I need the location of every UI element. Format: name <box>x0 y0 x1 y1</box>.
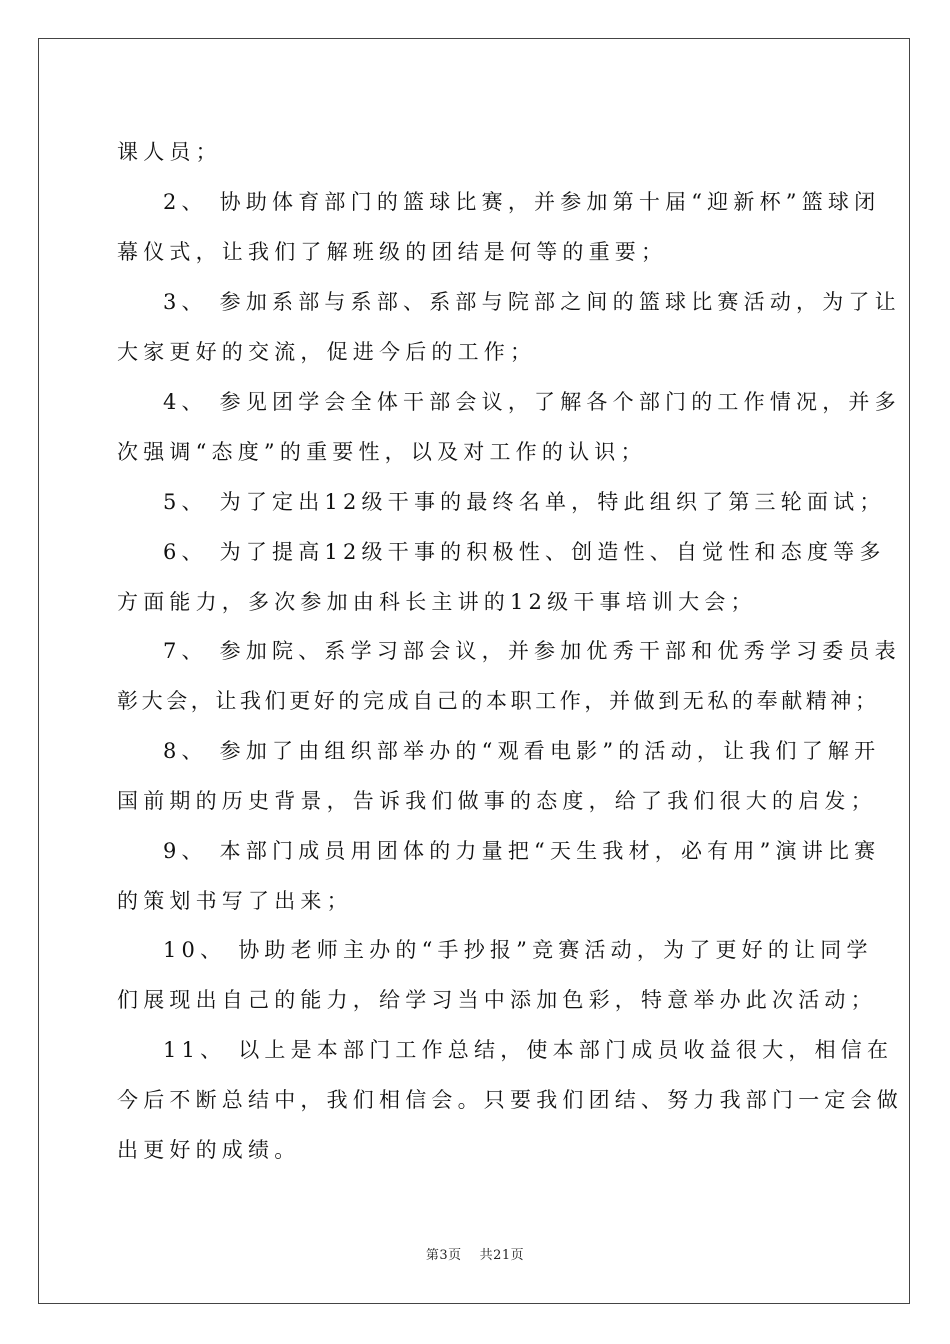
page-total: 共21页 <box>479 1248 525 1263</box>
text-line: 今后不断总结中，我们相信会。只要我们团结、努力我部门一定会做 <box>117 1088 903 1112</box>
text-line: 方面能力，多次参加由科长主讲的12级干事培训大会； <box>117 590 757 614</box>
list-item-3: 3、 参加系部与系部、系部与院部之间的篮球比赛活动，为了让 <box>163 290 901 314</box>
list-item-8: 8、 参加了由组织部举办的“观看电影”的活动，让我们了解开 <box>163 739 881 763</box>
text-line: 彰大会，让我们更好的完成自己的本职工作，并做到无私的奉献精神； <box>117 689 880 713</box>
text-line: 次强调“态度”的重要性，以及对工作的认识； <box>117 440 647 464</box>
text-line: 幕仪式，让我们了解班级的团结是何等的重要； <box>117 240 668 264</box>
list-item-4: 4、 参见团学会全体干部会议，了解各个部门的工作情况，并多 <box>163 390 901 414</box>
list-item-10: 10、 协助老师主办的“手抄报”竞赛活动，为了更好的让同学 <box>163 938 873 962</box>
text-line: 大家更好的交流，促进今后的工作； <box>117 340 537 364</box>
page-footer <box>0 1247 950 1265</box>
text-line: 课人员； <box>117 140 222 164</box>
text-line: 们展现出自己的能力，给学习当中添加色彩，特意举办此次活动； <box>117 988 877 1012</box>
page-number: 第3页 <box>425 1248 462 1263</box>
text-line: 出更好的成绩。 <box>117 1138 301 1162</box>
list-item-9: 9、 本部门成员用团体的力量把“天生我材，必有用”演讲比赛 <box>163 839 881 863</box>
list-item-2: 2、 协助体育部门的篮球比赛，并参加第十届“迎新杯”篮球闭 <box>163 190 881 214</box>
text-line: 的策划书写了出来； <box>117 889 353 913</box>
list-item-7: 7、 参加院、系学习部会议，并参加优秀干部和优秀学习委员表 <box>163 639 901 663</box>
text-line: 国前期的历史背景，告诉我们做事的态度，给了我们很大的启发； <box>117 789 877 813</box>
list-item-6: 6、 为了提高12级干事的积极性、创造性、自觉性和态度等多 <box>163 540 886 564</box>
list-item-5: 5、 为了定出12级干事的最终名单，特此组织了第三轮面试； <box>163 490 886 514</box>
list-item-11: 11、 以上是本部门工作总结，使本部门成员收益很大，相信在 <box>163 1038 894 1062</box>
